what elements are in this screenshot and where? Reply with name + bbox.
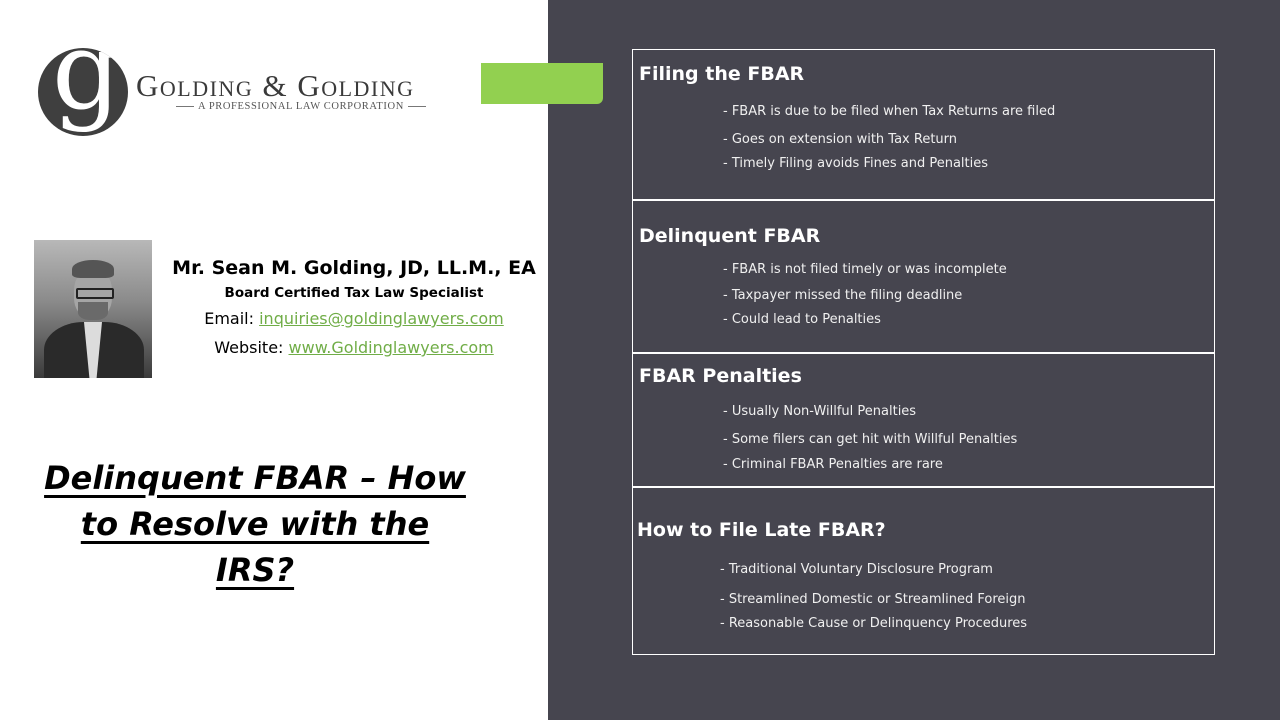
section-how-to-file-late-fbar <box>632 486 1215 655</box>
section-heading: FBAR Penalties <box>639 365 802 387</box>
section-heading: Filing the FBAR <box>639 63 805 85</box>
list-item: - Timely Filing avoids Fines and Penalties <box>723 156 988 171</box>
section-fbar-penalties <box>632 352 1215 488</box>
list-item: - Taxpayer missed the filing deadline <box>723 288 963 303</box>
contact-credential: Board Certified Tax Law Specialist <box>224 285 484 301</box>
list-item: - FBAR is not filed timely or was incomplete <box>723 262 1007 277</box>
list-item: - Traditional Voluntary Disclosure Program <box>720 562 993 577</box>
section-heading: How to File Late FBAR? <box>637 519 886 541</box>
list-item: - Goes on extension with Tax Return <box>723 132 958 147</box>
section-delinquent-fbar <box>632 199 1215 354</box>
photo-hair-shape <box>72 260 114 278</box>
email-link[interactable]: inquiries@goldinglawyers.com <box>259 309 504 328</box>
photo-glasses-shape <box>76 288 114 299</box>
list-item: - Could lead to Penalties <box>723 312 881 327</box>
accent-bar <box>481 63 603 104</box>
email-row <box>170 304 538 333</box>
list-item: - Usually Non-Willful Penalties <box>723 404 917 419</box>
list-item: - Reasonable Cause or Delinquency Procedures <box>720 616 1028 631</box>
firm-tagline: A PROFESSIONAL LAW CORPORATION <box>198 101 404 112</box>
divider <box>408 106 426 107</box>
section-filing-the-fbar <box>632 49 1215 201</box>
contact-card <box>170 254 538 362</box>
website-row <box>170 333 538 362</box>
website-label: Website: <box>214 338 289 357</box>
profile-photo <box>34 240 152 378</box>
divider <box>176 106 194 107</box>
list-item: - Streamlined Domestic or Streamlined Foreign <box>720 592 1026 607</box>
page-title <box>40 455 470 593</box>
firm-logo <box>38 48 468 138</box>
logo-monogram: g <box>52 48 122 134</box>
page-title-line-1: Delinquent FBAR – How <box>44 459 466 497</box>
left-panel <box>0 0 548 720</box>
page-title-line-2: to Resolve with the IRS? <box>80 505 430 589</box>
logo-monogram-icon <box>38 48 128 136</box>
photo-beard-shape <box>78 302 108 320</box>
list-item: - Some filers can get hit with Willful Penalties <box>723 432 1018 447</box>
contact-name: Mr. Sean M. Golding, JD, LL.M., EA <box>172 257 536 279</box>
website-link[interactable]: www.Goldinglawyers.com <box>288 338 494 357</box>
list-item: - Criminal FBAR Penalties are rare <box>723 457 943 472</box>
email-label: Email: <box>204 309 260 328</box>
list-item: - FBAR is due to be filed when Tax Returns are filed <box>723 104 1056 119</box>
firm-name: Golding & Golding <box>136 68 415 103</box>
section-heading: Delinquent FBAR <box>639 225 821 247</box>
firm-tagline-row <box>172 101 430 112</box>
